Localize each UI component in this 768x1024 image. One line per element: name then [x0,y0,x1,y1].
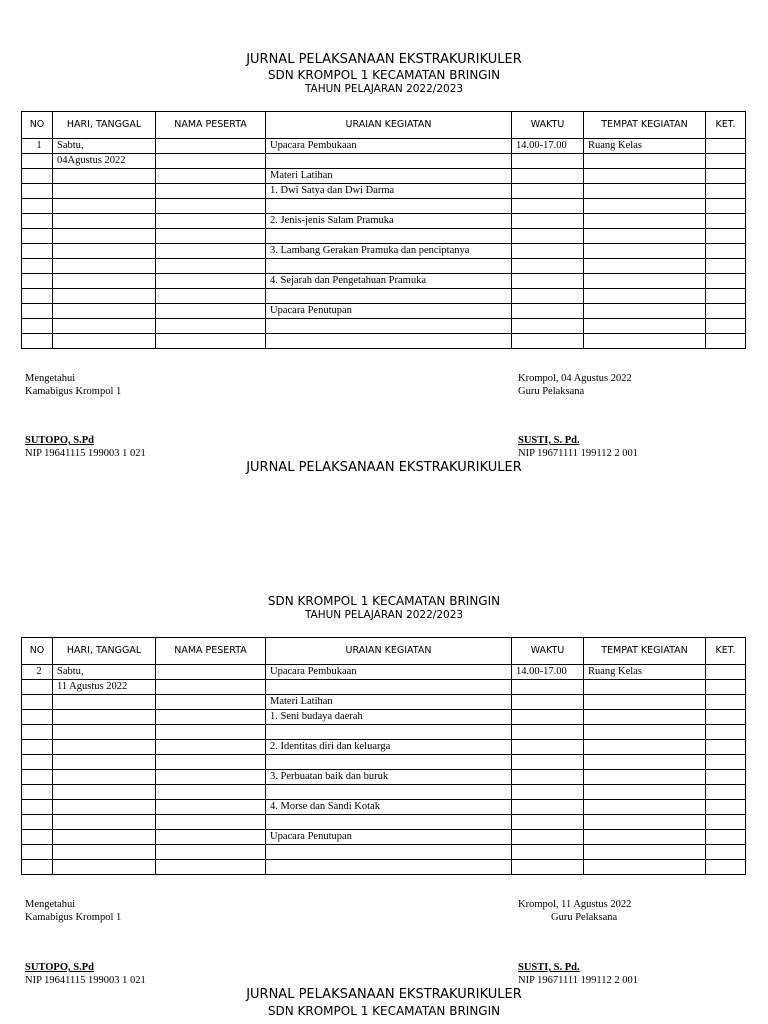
row-no: 2 [22,665,53,680]
table-row [22,845,746,860]
activity-item: 2. Identitas diri dan keluarga [266,740,512,755]
journal-1-table [21,111,746,349]
journal-1-sign-left [25,373,121,398]
row-no: 1 [22,139,53,154]
activity-materi-label: Materi Latihan [266,695,512,710]
table-row [22,304,746,319]
table-header-row [22,638,746,665]
activity-item: 2. Jenis-jenis Salam Pramuka [266,214,512,229]
signer-right-name: SUSTI, S. Pd. [518,962,580,973]
col-day-date: HARI, TANGGAL [53,638,156,665]
activity-opening: Upacara Pembukaan [266,139,512,154]
table-row [22,710,746,725]
table-row [22,800,746,815]
table-header-row [22,112,746,139]
col-activity: URAIAN KEGIATAN [266,112,512,139]
row-date: 11 Agustus 2022 [53,680,156,695]
journal-1-sign-right [518,373,632,398]
row-day: Sabtu, [53,665,156,680]
signer-left-name: SUTOPO, S.Pd [25,435,94,446]
table-row [22,274,746,289]
col-activity: URAIAN KEGIATAN [266,638,512,665]
sign-left-line2: Kamabigus Krompol 1 [25,385,122,397]
col-time: WAKTU [512,112,584,139]
row-day: Sabtu, [53,139,156,154]
activity-item: 3. Perbuatan baik dan buruk [266,770,512,785]
sign-left-line1: Mengetahui [25,373,76,384]
signer-left-nip: NIP 19641115 199003 1 021 [25,447,146,459]
sign-right-line1: Krompol, 04 Agustus 2022 [518,373,632,384]
journal-2-signer-left [25,962,146,987]
sign-right-line2: Guru Pelaksana [518,385,585,397]
journal-1-title: JURNAL PELAKSANAAN EKSTRAKURIKULER [246,52,522,67]
table-row [22,184,746,199]
col-no: NO [22,638,53,665]
journal-3-title: JURNAL PELAKSANAAN EKSTRAKURIKULER [246,987,522,1002]
col-place: TEMPAT KEGIATAN [584,638,706,665]
col-time: WAKTU [512,638,584,665]
table-row [22,244,746,259]
sign-left-line2: Kamabigus Krompol 1 [25,911,122,923]
table-row [22,214,746,229]
journal-2-year: TAHUN PELAJARAN 2022/2023 [304,609,464,621]
journal-1-school: SDN KROMPOL 1 KECAMATAN BRINGIN [267,68,501,82]
table-row [22,665,746,680]
row-place: Ruang Kelas [584,139,706,154]
activity-item: 3. Lambang Gerakan Pramuka dan penciptanya [266,244,512,259]
table-row [22,199,746,214]
activity-closing: Upacara Penutupan [266,830,512,845]
table-row [22,770,746,785]
table-row [22,169,746,184]
col-place: TEMPAT KEGIATAN [584,112,706,139]
activity-item: 4. Sejarah dan Pengetahuan Pramuka [266,274,512,289]
activity-item: 1. Dwi Satya dan Dwi Darma [266,184,512,199]
row-date: 04Agustus 2022 [53,154,156,169]
journal-2-signer-right [518,962,638,987]
activity-item: 1. Seni budaya daerah [266,710,512,725]
journal-2-sign-right [518,899,631,924]
journal-2-sign-left [25,899,121,924]
signer-left-name: SUTOPO, S.Pd [25,962,94,973]
journal-3-school: SDN KROMPOL 1 KECAMATAN BRINGIN [267,1004,501,1018]
sign-right-line2: Guru Pelaksana [551,911,618,923]
col-note: KET. [706,638,746,665]
journal-2-title: JURNAL PELAKSANAAN EKSTRAKURIKULER [246,460,522,475]
col-participant: NAMA PESERTA [156,112,266,139]
row-place: Ruang Kelas [584,665,706,680]
table-row [22,830,746,845]
table-row [22,259,746,274]
row-time: 14.00-17.00 [512,665,584,680]
signer-right-nip: NIP 19671111 199112 2 001 [518,974,638,986]
sign-left-line1: Mengetahui [25,899,76,910]
signer-right-nip: NIP 19671111 199112 2 001 [518,447,638,459]
journal-1-signer-right [518,435,638,460]
row-time: 14.00-17.00 [512,139,584,154]
journal-1-signer-left [25,435,146,460]
table-row [22,319,746,334]
table-row [22,740,746,755]
table-row [22,785,746,800]
table-row [22,334,746,349]
table-row [22,755,746,770]
table-row [22,695,746,710]
table-row [22,289,746,304]
journal-2-school: SDN KROMPOL 1 KECAMATAN BRINGIN [267,594,501,608]
journal-2-table [21,637,746,875]
activity-item: 4. Morse dan Sandi Kotak [266,800,512,815]
table-row [22,229,746,244]
table-row [22,139,746,154]
table-row [22,680,746,695]
signer-right-name: SUSTI, S. Pd. [518,435,580,446]
table-row [22,860,746,875]
col-day-date: HARI, TANGGAL [53,112,156,139]
col-no: NO [22,112,53,139]
table-row [22,154,746,169]
signer-left-nip: NIP 19641115 199003 1 021 [25,974,146,986]
table-row [22,725,746,740]
activity-materi-label: Materi Latihan [266,169,512,184]
col-participant: NAMA PESERTA [156,638,266,665]
journal-1-year: TAHUN PELAJARAN 2022/2023 [304,83,464,95]
activity-closing: Upacara Penutupan [266,304,512,319]
activity-opening: Upacara Pembukaan [266,665,512,680]
table-row [22,815,746,830]
col-note: KET. [706,112,746,139]
sign-right-line1: Krompol, 11 Agustus 2022 [518,899,632,910]
